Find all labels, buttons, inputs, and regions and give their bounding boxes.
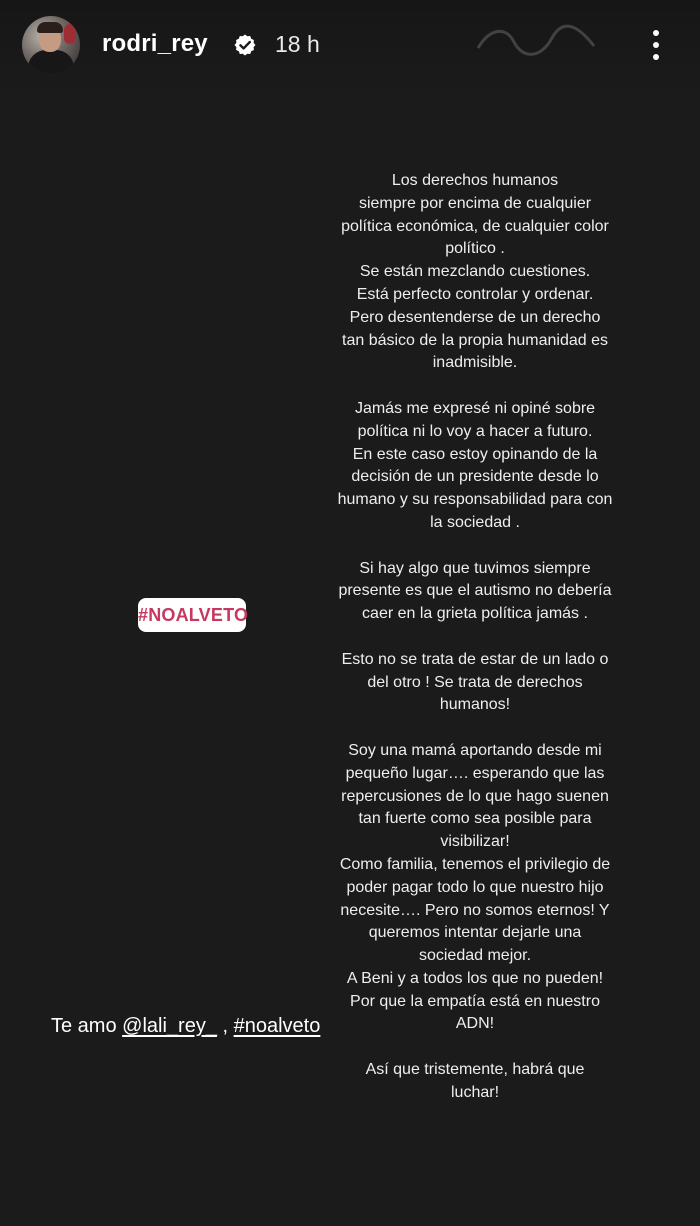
caption-prefix: Te amo [51,1015,123,1037]
more-options-icon[interactable] [642,28,670,62]
profile-avatar[interactable] [22,16,80,74]
blurred-overlay-icon [470,20,600,68]
story-text: Los derechos humanos siempre por encima de cualquier política económica, de cualquier color político . Se están mezclando cuestiones. Está perfecto controlar y ordenar. Pero desentenderse de un derecho tan básico de la propia humanidad es inadmisible. Jamás me expresé ni opiné sobre política ni lo voy a hacer a futuro. En este caso estoy opinando de la decisión de un presidente desde lo humano y su responsabilidad para con la sociedad . Si hay algo que tuvimos siempre presente es que el autismo no debería caer en la grieta política jamás . Esto no se trata de estar de un lado o del otro ! Se trata de derechos humanos! Soy una mamá aportando desde mi pequeño lugar…. esperando que las repercusiones de lo que hago suenen tan fuerte como sea posible para visibilizar! Como familia, tenemos el privilegio de poder pagar todo lo que nuestro hijo necesite…. Pero no somos eternos! Y queremos intentar dejarle una sociedad mejor. A Beni y a todos los que no pueden! Por que la empatía está en nuestro ADN! Así que tristemente, habrá que luchar! [337,172,613,1101]
username[interactable]: rodri_rey [102,30,208,57]
hashtag-sticker[interactable]: #NOALVETO [138,598,246,632]
mention-link[interactable]: @lali_rey_ [122,1015,217,1037]
avatar-background-accent [64,24,76,44]
post-time: 18 h [275,31,320,57]
caption-separator: , [216,1015,234,1037]
verified-badge-icon [233,33,257,57]
hashtag-link[interactable]: #noalveto [233,1015,321,1037]
avatar-hair [37,22,63,33]
story-header [0,0,700,96]
story-caption [51,1015,320,1038]
avatar-shirt [28,50,74,74]
